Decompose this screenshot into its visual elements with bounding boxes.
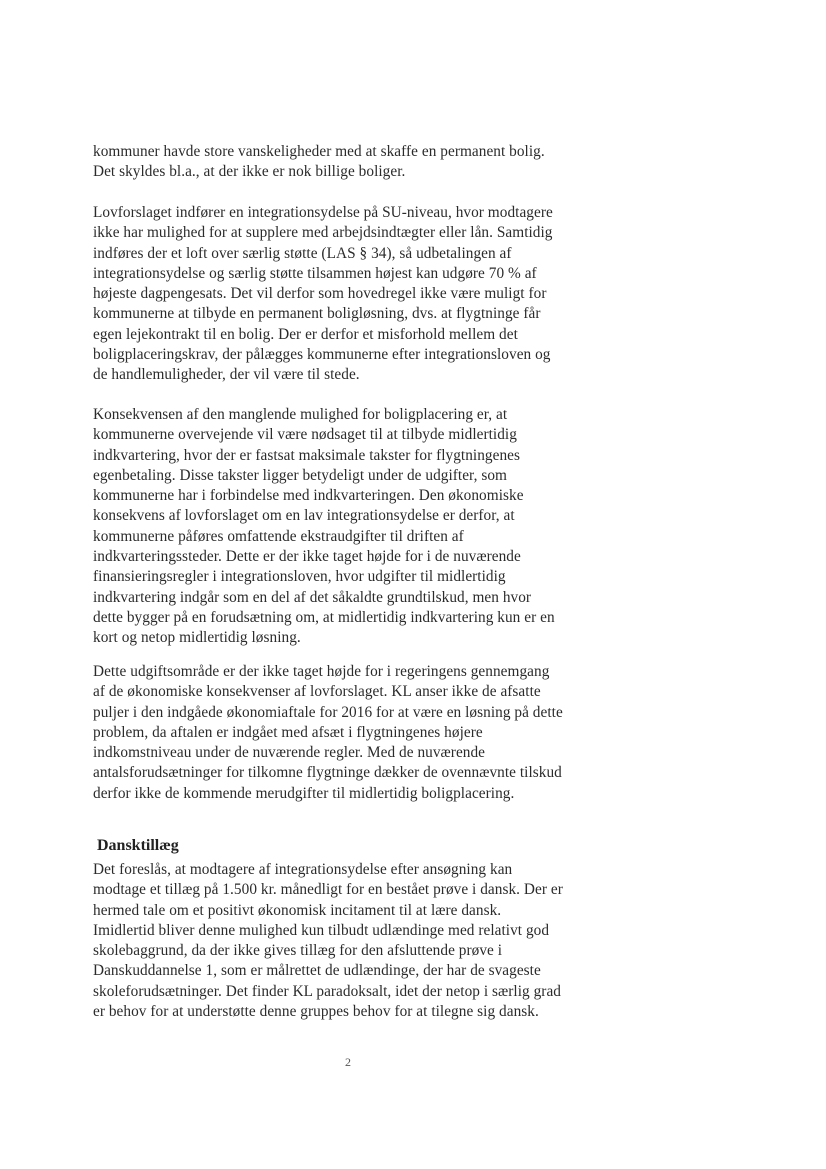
text-line: problem, da aftalen er indgået med afsæt i flygtningenes højere <box>93 723 483 741</box>
text-line: boligplaceringskrav, der pålægges kommunerne efter integrationsloven og <box>93 346 551 364</box>
text-line: kommunerne har i forbindelse med indkvarteringen. Den økonomiske <box>93 487 524 505</box>
text-line: kommuner havde store vanskeligheder med at skaffe en permanent bolig. <box>93 143 545 160</box>
text-line: kort og netop midlertidig løsning. <box>93 629 301 647</box>
text-line: Konsekvensen af den manglende mulighed for boligplacering er, at <box>93 406 508 423</box>
text-line: af de økonomiske konsekvenser af lovforslaget. KL anser ikke de afsatte <box>93 683 541 701</box>
text-line: skoleforudsætninger. Det finder KL paradoksalt, idet der netop i særlig grad <box>93 982 561 1000</box>
text-line: skolebaggrund, da der ikke gives tillæg for den afsluttende prøve i <box>93 942 503 960</box>
page-number: 2 <box>345 1055 351 1069</box>
text-line: indkvartering, hvor der er fastsat maksimale takster for flygtningenes <box>93 446 521 464</box>
text-line: ikke har mulighed for at supplere med arbejdsindtægter eller lån. Samtidig <box>93 224 553 242</box>
text-line: kommunerne at tilbyde en permanent boligløsning, dvs. at flygtninge får <box>93 305 541 323</box>
text-line: modtage et tillæg på 1.500 kr. månedligt for en bestået prøve i dansk. Der er <box>93 881 563 899</box>
text-line: antalsforudsætninger for tilkomne flygtninge dækker de ovennævnte tilskud <box>93 764 562 782</box>
text-line: Lovforslaget indfører en integrationsydelse på SU-niveau, hvor modtagere <box>93 204 553 221</box>
text-line: Imidlertid bliver denne mulighed kun tilbudt udlændinge med relativt god <box>93 921 550 939</box>
text-line: indkvartering indgår som en del af det såkaldte grundtilskud, men hvor <box>93 588 532 606</box>
paragraph-integration-allowance <box>93 203 593 386</box>
text-line: integrationsydelse og særlig støtte tilsammen højest kan udgøre 70 % af <box>93 264 537 282</box>
text-line: indføres der et loft over særlig støtte (LAS § 34), så udbetalingen af <box>93 244 512 262</box>
text-line: de handlemuligheder, der vil være til stede. <box>93 366 360 384</box>
text-line: egen lejekontrakt til en bolig. Der er derfor et misforhold mellem det <box>93 325 518 343</box>
text-line: hermed tale om et positivt økonomisk incitament til at lære dansk. <box>93 901 502 919</box>
text-line: Danskuddannelse 1, som er målrettet de udlændinge, der har de svageste <box>93 962 541 980</box>
text-line: indkomstniveau under de nuværende regler. Med de nuværende <box>93 744 486 762</box>
text-line: konsekvens af lovforslaget om en lav integrationsydelse er derfor, at <box>93 507 515 525</box>
text-line: højeste dagpengesats. Det vil derfor som hovedregel ikke være muligt for <box>93 285 547 303</box>
text-line: Det skyldes bl.a., at der ikke er nok billige boliger. <box>93 163 406 181</box>
section-heading: Dansktillæg <box>97 837 179 854</box>
paragraph-danish-supplement <box>93 860 593 1022</box>
paragraph-expense-area <box>93 662 593 804</box>
text-line: er behov for at understøtte denne gruppes behov for at tilegne sig dansk. <box>93 1003 539 1021</box>
text-line: derfor ikke de kommende merudgifter til midlertidig boligplacering. <box>93 784 515 802</box>
paragraph-housing-difficulties <box>93 142 593 183</box>
text-line: dette bygger på en forudsætning om, at midlertidig indkvartering kun er en <box>93 608 555 626</box>
text-line: indkvarteringssteder. Dette er der ikke taget højde for i de nuværende <box>93 548 521 566</box>
text-line: kommunerne overvejende vil være nødsaget til at tilbyde midlertidig <box>93 426 517 444</box>
text-line: egenbetaling. Disse takster ligger betydeligt under de udgifter, som <box>93 466 507 484</box>
text-line: kommunerne påføres omfattende ekstraudgifter til driften af <box>93 527 464 545</box>
text-line: Dette udgiftsområde er der ikke taget højde for i regeringens gennemgang <box>93 663 550 680</box>
text-line: puljer i den indgåede økonomiaftale for 2016 for at være en løsning på dette <box>93 703 563 721</box>
text-line: finansieringsregler i integrationsloven, hvor udgifter til midlertidig <box>93 568 506 586</box>
text-line: Det foreslås, at modtagere af integrationsydelse efter ansøgning kan <box>93 861 513 878</box>
paragraph-consequence <box>93 405 593 649</box>
